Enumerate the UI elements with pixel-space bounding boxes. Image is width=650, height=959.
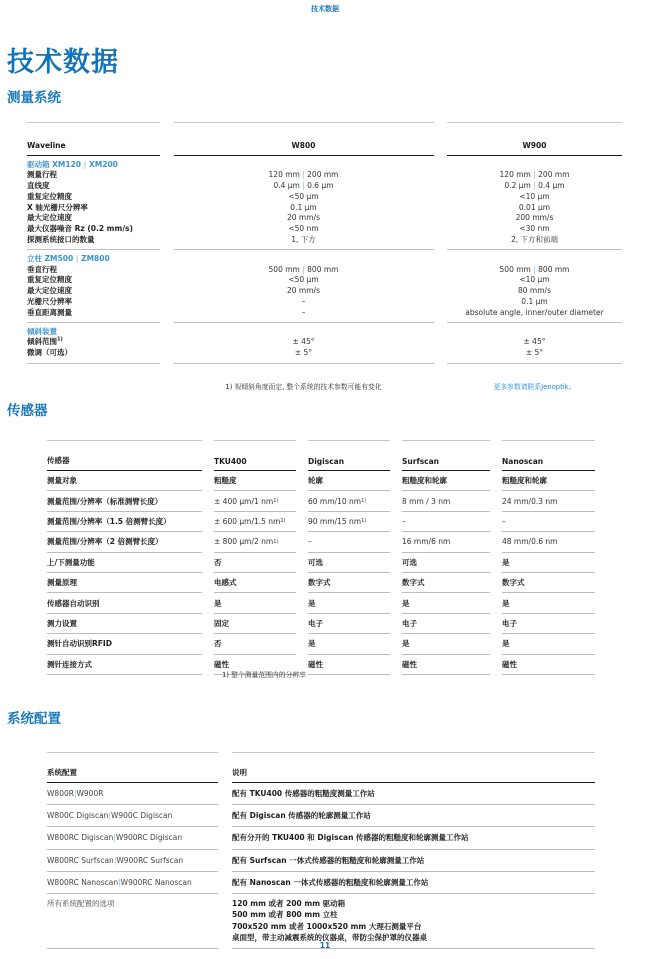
table-row <box>27 348 622 359</box>
column-header-description: 说明 <box>232 752 595 783</box>
config-name: W800RC Digiscan | W900RC Digiscan <box>47 827 218 849</box>
cell-w900: absolute angle, inner/outer diameter <box>465 307 604 317</box>
page-number: 11 <box>319 941 331 950</box>
cell-value: 磁性 <box>214 655 296 675</box>
table-row <box>27 286 622 297</box>
config-name: W800C Digiscan | W900C Digiscan <box>47 805 218 827</box>
table-row <box>27 213 622 224</box>
pipe-separator: | <box>113 833 116 843</box>
column-header-surfscan: Surfscan <box>402 440 490 471</box>
table-row <box>47 491 595 511</box>
pipe-separator: | <box>73 789 77 799</box>
cell-w800: <50 nm <box>288 224 319 234</box>
table-row <box>27 192 622 203</box>
cell-value: – <box>402 512 490 532</box>
cell-w900: <10 μm <box>519 191 550 201</box>
table-row <box>47 614 595 634</box>
table-row <box>27 170 622 181</box>
cell-value: 60 mm/10 nm 1) <box>308 491 390 511</box>
config-name: W800RC Nanoscan | W900RC Nanoscan <box>47 872 218 894</box>
cell-w900: 0.01 μm <box>518 202 551 212</box>
section-heading-sensors: 传感器 <box>7 403 48 419</box>
cell-value: 90 mm/15 nm 1) <box>308 512 390 532</box>
row-label: 测量行程 <box>27 170 57 180</box>
cell-value: 16 mm/6 nm <box>402 532 490 552</box>
table-row <box>27 235 622 246</box>
cell-w900: <30 nm <box>519 224 550 234</box>
cell-w900: <10 μm <box>519 275 550 285</box>
row-label: 最大仪器噪音 Rz (0.2 mm/s) <box>27 224 133 234</box>
config-name: W800R | W900R <box>47 783 218 805</box>
cell-w800: 20 mm/s <box>287 286 320 296</box>
section-title: 立柱 ZM500 | ZM800 <box>27 253 110 263</box>
config-description: 配有 Nanoscan 一体式传感器的粗糙度和轮廓测量工作站 <box>232 872 595 894</box>
cell-value: 是 <box>214 593 296 613</box>
table-row <box>47 532 595 552</box>
row-label: 探测系统接口的数量 <box>27 235 95 245</box>
row-label: 上/下测量功能 <box>47 553 202 573</box>
cell-value: 粗糙度和轮廓 <box>402 471 490 491</box>
column-header-tku400: TKU400 <box>214 440 296 471</box>
table-row <box>47 655 595 675</box>
cell-w800: 500 mm | 800 mm <box>268 264 339 274</box>
table-row <box>47 573 595 593</box>
cell-w800: 20 mm/s <box>287 213 320 223</box>
cell-value: 数字式 <box>402 573 490 593</box>
row-label: 测量对象 <box>47 471 202 491</box>
table-row <box>47 805 595 827</box>
running-header: 技术数据 <box>311 5 339 13</box>
separator-segment <box>447 363 622 364</box>
column-header-waveline: Waveline <box>27 122 160 156</box>
cell-value: 数字式 <box>502 573 595 593</box>
section-title: 驱动箱 XM120 | XM200 <box>27 159 118 169</box>
pipe-separator: | <box>302 170 305 180</box>
cell-w900: 200 mm/s <box>515 213 554 223</box>
cell-w900: 500 mm | 800 mm <box>499 264 570 274</box>
cell-value: 是 <box>308 634 390 654</box>
section-title-row <box>27 156 622 170</box>
table-row <box>47 783 595 805</box>
table-row <box>47 850 595 872</box>
config-description: 120 mm 或者 200 mm 驱动箱 500 mm 或者 800 mm 立柱 700x520 mm 或者 1000x520 mm 大理石测量平台 桌面型，带主动减震系统的仪器桌，带防尘保护罩的仪器桌 <box>232 894 595 949</box>
cell-value: 可选 <box>308 553 390 573</box>
pipe-separator: | <box>113 855 117 865</box>
table-row <box>47 634 595 654</box>
section-title-row <box>27 323 622 337</box>
cell-w800: ± 45° <box>292 337 315 347</box>
row-label: 测量范围/分辨率（1.5 倍测臂长度） <box>47 512 202 532</box>
cell-w800: <50 μm <box>288 191 319 201</box>
column-header-digiscan: Digiscan <box>308 440 390 471</box>
cell-w800: <50 μm <box>288 275 319 285</box>
column-header-w900: W900 <box>447 122 622 156</box>
row-label: 测针自动识别RFID <box>47 634 202 654</box>
row-label: 测量范围/分辨率（2 倍测臂长度） <box>47 532 202 552</box>
cell-value: 否 <box>214 634 296 654</box>
section-heading-measurement-system: 测量系统 <box>7 90 61 106</box>
cell-w900: 2, 下方和前端 <box>510 235 559 245</box>
cell-w900: 120 mm | 200 mm <box>499 170 570 180</box>
row-label: 微调（可选） <box>27 348 72 358</box>
cell-value: 固定 <box>214 614 296 634</box>
pipe-separator: | <box>302 264 305 274</box>
table-header-row <box>47 440 595 471</box>
cell-w800: 120 mm | 200 mm <box>268 170 339 180</box>
cell-value: 电子 <box>402 614 490 634</box>
cell-value: 电子 <box>502 614 595 634</box>
pipe-separator: | <box>83 159 87 169</box>
pipe-separator: | <box>533 181 536 191</box>
row-label: 测针连接方式 <box>47 655 202 675</box>
section-title: 倾斜装置 <box>27 326 57 336</box>
cell-w800: – <box>301 297 306 307</box>
cell-value: 数字式 <box>308 573 390 593</box>
table-row <box>27 181 622 192</box>
cell-value: 是 <box>402 593 490 613</box>
separator-segment <box>174 363 434 364</box>
table-row <box>47 512 595 532</box>
pipe-separator: | <box>75 253 79 263</box>
measurement-footnotes <box>27 381 622 391</box>
cell-value: 可选 <box>402 553 490 573</box>
cell-value: 否 <box>214 553 296 573</box>
table-row <box>27 265 622 276</box>
cell-value: 粗糙度 <box>214 471 296 491</box>
cell-w900: 80 mm/s <box>518 286 551 296</box>
cell-value: 磁性 <box>502 655 595 675</box>
pipe-separator: | <box>533 264 536 274</box>
config-name: W800RC Surfscan | W900RC Surfscan <box>47 850 218 872</box>
column-header-w800: W800 <box>174 122 434 156</box>
row-label: 传感器自动识别 <box>47 593 202 613</box>
row-label: 测量原理 <box>47 573 202 593</box>
config-name: 所有系统配置的选项 <box>47 894 218 949</box>
cell-value: ± 400 μm/1 nm 1) <box>214 491 296 511</box>
row-label: 测量范围/分辨率（标准测臂长度） <box>47 491 202 511</box>
cell-w900: 0.2 μm | 0.4 μm <box>504 181 565 191</box>
cell-value: 电子 <box>308 614 390 634</box>
row-label: X 轴光栅尺分辨率 <box>27 202 88 212</box>
table-row <box>27 203 622 214</box>
system-config-table <box>47 752 595 949</box>
pipe-separator: | <box>533 170 536 180</box>
column-header-label: 传感器 <box>47 440 202 471</box>
page-title: 技术数据 <box>7 47 119 78</box>
cell-w900: ± 45° <box>523 337 546 347</box>
row-label: 垂直距离测量 <box>27 307 72 317</box>
table-row <box>47 471 595 491</box>
cell-value: 8 mm / 3 nm <box>402 491 490 511</box>
config-description: 配有 TKU400 传感器的粗糙度测量工作站 <box>232 783 595 805</box>
config-description: 配有 Surfscan 一体式传感器的粗糙度和轮廓测量工作站 <box>232 850 595 872</box>
section-title-row <box>27 250 622 264</box>
cell-value: 是 <box>402 634 490 654</box>
row-label: 直线度 <box>27 181 50 191</box>
config-description: 配有分开的 TKU400 和 Digiscan 传感器的粗糙度和轮廓测量工作站 <box>232 827 595 849</box>
cell-value: ± 800 μm/2 nm 1) <box>214 532 296 552</box>
separator-segment <box>27 363 160 364</box>
sensors-table <box>47 440 595 675</box>
cell-value: 是 <box>502 593 595 613</box>
cell-value: 磁性 <box>402 655 490 675</box>
cell-w800: 1, 下方 <box>291 235 316 245</box>
cell-value: 电感式 <box>214 573 296 593</box>
cell-value: 48 mm/0.6 nm <box>502 532 595 552</box>
pipe-separator: | <box>108 811 111 821</box>
column-header-nanoscan: Nanoscan <box>502 440 595 471</box>
column-header-config: 系统配置 <box>47 752 218 783</box>
table-header-row <box>27 122 622 156</box>
row-label: 重复定位精度 <box>27 191 72 201</box>
cell-w800: – <box>301 307 306 317</box>
table-row <box>27 308 622 319</box>
tilt-footnote: 1) 视倾斜角度而定, 整个系统的技术参数可能有变化 <box>225 383 382 391</box>
row-label: 最大定位速度 <box>27 213 72 223</box>
cell-w900: ± 5° <box>525 348 544 358</box>
sensors-footnote: 1) 整个测量范围内的分辨率 <box>222 671 306 679</box>
cell-value: 是 <box>502 553 595 573</box>
cell-value: – <box>502 512 595 532</box>
cell-value: 磁性 <box>308 655 390 675</box>
cell-value: ± 600 μm/1.5 nm 1) <box>214 512 296 532</box>
table-row <box>47 593 595 613</box>
cell-w800: 0.4 μm | 0.6 μm <box>273 181 334 191</box>
measurement-system-table <box>27 122 622 364</box>
table-row <box>27 297 622 308</box>
row-label: 测力设置 <box>47 614 202 634</box>
table-header-row <box>47 752 595 783</box>
section-separator <box>27 363 622 364</box>
cell-w800: ± 5° <box>294 348 313 358</box>
jenoptik-contact-link[interactable]: 更多参数请联系Jenoptik。 <box>493 383 576 391</box>
cell-value: 24 mm/0.3 nm <box>502 491 595 511</box>
pipe-separator: | <box>118 877 121 887</box>
cell-value: 粗糙度和轮廓 <box>502 471 595 491</box>
row-label: 垂直行程 <box>27 264 57 274</box>
table-row <box>27 224 622 235</box>
footnote-spacer <box>27 381 160 391</box>
cell-value: – <box>308 532 390 552</box>
config-description: 配有 Digiscan 传感器的轮廓测量工作站 <box>232 805 595 827</box>
cell-w800: 0.1 μm <box>290 202 317 212</box>
cell-value: 是 <box>308 593 390 613</box>
row-label: 光栅尺分辨率 <box>27 297 72 307</box>
cell-value: 轮廓 <box>308 471 390 491</box>
table-row <box>47 553 595 573</box>
row-label: 重复定位精度 <box>27 275 72 285</box>
cell-w900: 0.1 μm <box>521 297 548 307</box>
row-label: 最大定位速度 <box>27 286 72 296</box>
table-row <box>27 275 622 286</box>
section-heading-system-config: 系统配置 <box>7 711 61 727</box>
table-row <box>27 337 622 348</box>
row-label: 倾斜范围$^{1)}$ <box>27 336 63 347</box>
pipe-separator: | <box>302 181 305 191</box>
table-row <box>47 872 595 894</box>
cell-value: 是 <box>502 634 595 654</box>
table-row <box>47 827 595 849</box>
